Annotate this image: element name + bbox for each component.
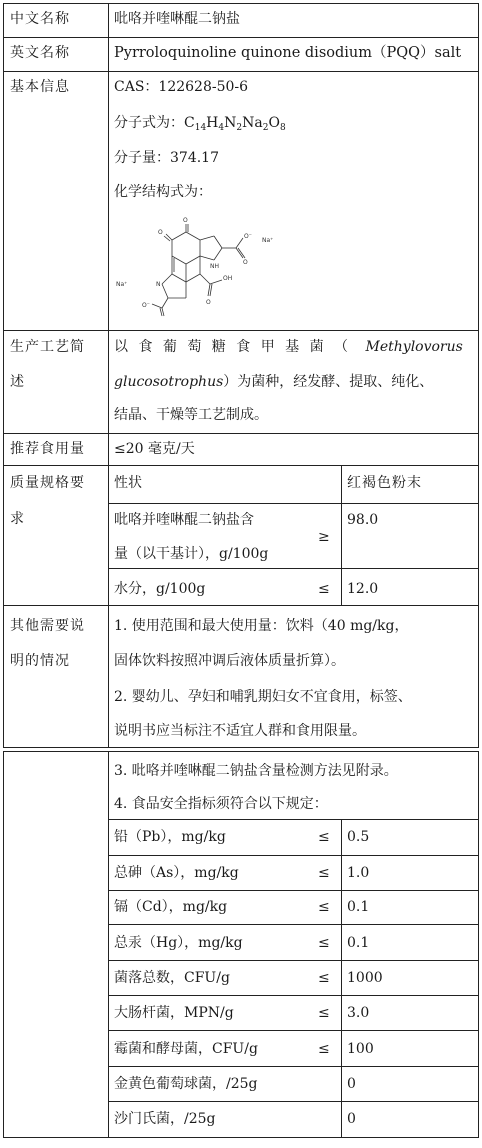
rule <box>3 3 4 748</box>
formula-element: Na <box>242 115 263 131</box>
rule <box>3 751 479 752</box>
rule <box>3 465 479 466</box>
content-label-line2: 量（以干基计），g/100g <box>114 546 269 562</box>
safety-item-operator: ≤ <box>318 829 330 845</box>
safety-item-value: 0.5 <box>347 829 370 845</box>
safety-item-name: 金黄色葡萄球菌，/25g <box>114 1076 258 1092</box>
process-line1-italic: Methylovorus <box>365 339 463 355</box>
content-operator: ≥ <box>318 529 330 545</box>
process-label-line1: 生产工艺简 <box>10 339 85 355</box>
safety-item-value: 0 <box>347 1111 356 1127</box>
rule <box>3 751 4 1138</box>
rule <box>3 605 479 606</box>
safety-item-value: 0 <box>347 1076 356 1092</box>
safety-item-name: 镉（Cd），mg/kg <box>114 899 228 915</box>
rule <box>108 890 479 891</box>
safety-item-value: 0.1 <box>347 935 370 951</box>
formula-element: O <box>268 115 280 131</box>
formula-count: 14 <box>194 123 207 133</box>
safety-item-value: 0.1 <box>347 899 370 915</box>
basic-info-label: 基本信息 <box>10 79 70 95</box>
atom-label: O <box>158 229 163 236</box>
structure-label: 化学结构式为： <box>114 184 212 200</box>
atom-label: NH <box>210 263 219 270</box>
moisture-operator: ≤ <box>318 581 330 597</box>
note-2-line2: 说明书应当标注不适宜人群和食用限量。 <box>114 723 366 739</box>
content-value: 98.0 <box>347 512 379 528</box>
rule <box>3 71 479 72</box>
molecular-weight: 分子量：374.17 <box>114 150 219 166</box>
process-line2 <box>114 373 433 391</box>
content-label-line1: 吡咯并喹啉醌二钠盐含 <box>114 512 254 528</box>
atom-label: O <box>206 299 211 306</box>
rule <box>108 1066 479 1067</box>
rule <box>108 503 479 504</box>
safety-item-name: 大肠杆菌，MPN/g <box>114 1005 234 1021</box>
rule <box>3 747 479 748</box>
molecular-formula <box>114 114 286 132</box>
atom-label: Na⁺ <box>116 281 128 288</box>
process-line1-text: 以 食 葡 萄 糖 食 甲 基 菌 （ <box>114 339 352 355</box>
rule <box>3 433 479 434</box>
quality-label-line2: 求 <box>10 511 25 527</box>
formula-element: H <box>206 115 219 131</box>
atom-label: O <box>183 217 188 224</box>
atom-label: N <box>156 281 161 288</box>
safety-item-name: 总砷（As），mg/kg <box>114 865 239 881</box>
dosage-value: ≤20 毫克/天 <box>114 441 195 457</box>
rule <box>108 819 479 820</box>
atom-label: O⁻ <box>244 233 252 240</box>
moisture-label: 水分，g/100g <box>114 581 206 597</box>
formula-label: 分子式为： <box>114 115 184 131</box>
safety-item-operator: ≤ <box>318 1041 330 1057</box>
rule <box>108 1030 479 1031</box>
cn-name-value: 吡咯并喹啉醌二钠盐 <box>114 11 240 27</box>
dosage-label: 推荐食用量 <box>10 441 85 457</box>
safety-item-name: 菌落总数，CFU/g <box>114 970 230 986</box>
cas-number: CAS：122628-50-6 <box>114 79 249 95</box>
appearance-label: 性状 <box>114 475 142 491</box>
quality-label-line1: 质量规格要 <box>10 475 85 491</box>
rule <box>341 465 342 606</box>
chemical-structure-image <box>112 212 292 320</box>
process-line1 <box>114 338 463 356</box>
rule <box>3 3 479 4</box>
appearance-value: 红褐色粉末 <box>347 475 422 491</box>
safety-item-operator: ≤ <box>318 970 330 986</box>
note-2-line1: 2. 婴幼儿、孕妇和哺乳期妇女不宜食用，标签、 <box>114 689 412 705</box>
formula-count: 8 <box>279 123 286 133</box>
moisture-value: 12.0 <box>347 581 379 597</box>
safety-item-name: 沙门氏菌，/25g <box>114 1111 216 1127</box>
rule <box>108 751 109 1138</box>
en-name-label: 英文名称 <box>10 45 70 61</box>
rule <box>108 855 479 856</box>
note-1-line1: 1. 使用范围和最大使用量：饮料（40 mg/kg， <box>114 618 409 634</box>
rule <box>3 330 479 331</box>
rule <box>108 924 479 925</box>
note-1-line2: 固体饮料按照冲调后液体质量折算）。 <box>114 653 345 669</box>
process-label-line2: 述 <box>10 374 25 390</box>
other-label-line2: 明的情况 <box>10 653 70 669</box>
formula-count: 4 <box>218 123 225 133</box>
rule <box>108 3 109 748</box>
atom-label: OH <box>223 275 233 282</box>
rule <box>108 1101 479 1102</box>
rule <box>478 3 479 748</box>
safety-item-name: 铅（Pb），mg/kg <box>114 829 226 845</box>
rule <box>478 751 479 1138</box>
process-line2-italic: glucosotrophus <box>114 374 224 390</box>
rule <box>341 819 342 1138</box>
safety-item-operator: ≤ <box>318 899 330 915</box>
safety-item-operator: ≤ <box>318 1005 330 1021</box>
formula-count: 2 <box>236 123 243 133</box>
note-4: 4. 食品安全指标须符合以下规定： <box>114 796 328 812</box>
safety-item-value: 1.0 <box>347 865 370 881</box>
note-3: 3. 吡咯并喹啉醌二钠盐含量检测方法见附录。 <box>114 763 398 779</box>
rule <box>108 568 479 569</box>
rule <box>3 1137 479 1138</box>
rule <box>108 960 479 961</box>
formula-element: C <box>184 115 195 131</box>
safety-item-value: 100 <box>347 1041 374 1057</box>
atom-label: Na⁺ <box>262 237 274 244</box>
safety-item-value: 1000 <box>347 970 383 986</box>
safety-item-operator: ≤ <box>318 935 330 951</box>
safety-item-name: 霉菌和酵母菌，CFU/g <box>114 1041 258 1057</box>
formula-count: 2 <box>262 123 269 133</box>
cn-name-label: 中文名称 <box>10 11 70 27</box>
process-line2-text: ）为菌种，经发酵、提取、纯化、 <box>223 374 434 390</box>
atom-label: O <box>243 259 248 266</box>
safety-item-operator: ≤ <box>318 865 330 881</box>
process-line3: 结晶、干燥等工艺制成。 <box>114 407 268 423</box>
rule <box>108 995 479 996</box>
other-label-line1: 其他需要说 <box>10 618 85 634</box>
safety-item-name: 总汞（Hg），mg/kg <box>114 935 243 951</box>
rule <box>3 37 479 38</box>
en-name-value: Pyrroloquinoline quinone disodium（PQQ）salt <box>114 45 462 61</box>
safety-item-value: 3.0 <box>347 1005 370 1021</box>
formula-element: N <box>224 115 237 131</box>
atom-label: O⁻ <box>142 302 150 309</box>
